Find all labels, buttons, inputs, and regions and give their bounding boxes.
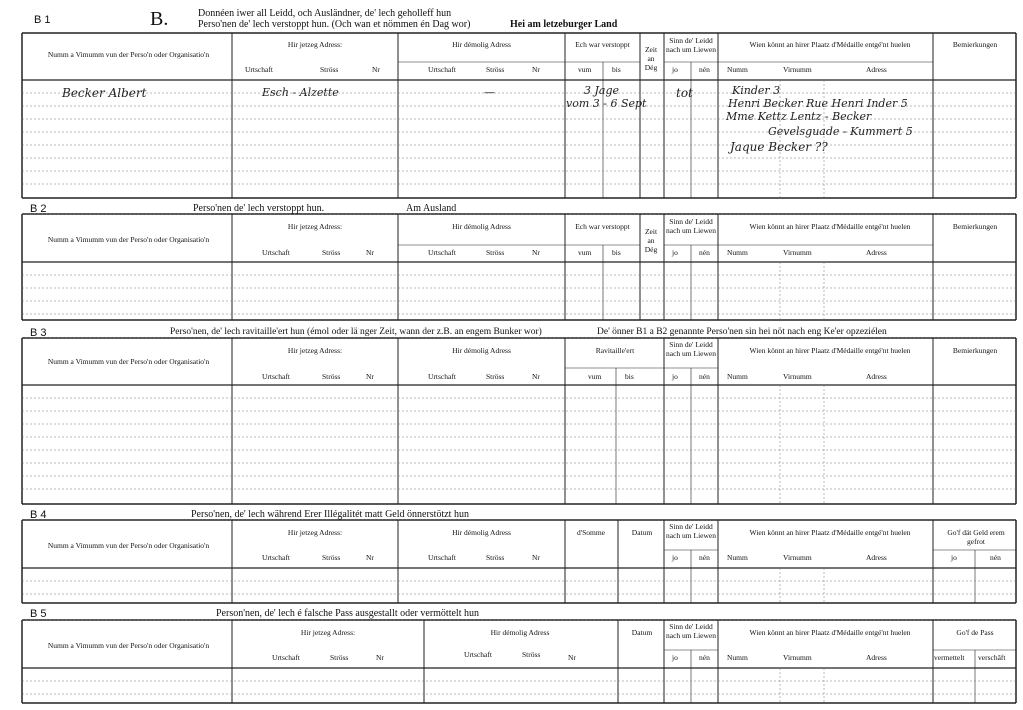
section-b2-id: B 2	[30, 203, 47, 215]
b1-entry-hidden-period: vom 3 - 6 Sept	[566, 97, 647, 110]
b2-sub-to: bis	[612, 248, 621, 257]
b5-sub-yes: jo	[672, 653, 678, 662]
b4-sub-nr-former: Nr	[532, 553, 540, 562]
b1-sub-no: nén	[699, 65, 710, 74]
b5-sub-nr-current: Nr	[376, 653, 384, 662]
section-b2-title: Perso'nen de' lech verstoppt hun.	[193, 203, 325, 214]
b2-col-remarks: Bemierkungen	[952, 222, 998, 231]
section-b1-id: B 1	[34, 14, 51, 26]
b5-sub-no: nén	[699, 653, 710, 662]
b5-col-current: Hir jetzeg Adress:	[300, 628, 356, 637]
b2-col-name: Numm a Vimumm vun der Perso'n oder Organisatio'n	[47, 235, 210, 244]
b4-col-alive: Sinn de' Leidd nach um Liewen	[666, 522, 716, 540]
section-b2-region: Am Ausland	[406, 203, 457, 214]
b1-sub-nr-current: Nr	[372, 65, 380, 74]
section-b3-id: B 3	[30, 327, 47, 339]
b3-col-supplied: Ravitaille'ert	[595, 346, 635, 355]
b1-sub-address: Adress	[866, 65, 887, 74]
section-b1-title-2: Perso'nen de' lech verstoppt hun. (Och wan et nömmen én Dag wor)	[198, 19, 471, 30]
b4-sub-yes: jo	[672, 553, 678, 562]
b2-col-hidden: Ech war verstoppt	[575, 222, 630, 231]
b5-sub-name: Numm	[727, 653, 748, 662]
b4-sub-street-former: Ströss	[486, 553, 505, 562]
b1-entry-medal-1: Kinder 3	[732, 84, 781, 97]
b4-col-money: Go'f dät Geld erem gefrot	[947, 528, 1005, 546]
b2-sub-street-former: Ströss	[486, 248, 505, 257]
b1-entry-name: Becker Albert	[62, 86, 147, 100]
b2-col-former: Hir démolig Adress	[452, 222, 511, 231]
b3-col-medal: Wien könnt an hirer Plaatz d'Médaille entgé'nt huelen	[749, 346, 911, 355]
b4-col-medal: Wien könnt an hirer Plaatz d'Médaille entgé'nt huelen	[749, 528, 911, 537]
b2-sub-place-former: Urtschaft	[428, 248, 456, 257]
b5-sub-street-current: Ströss	[330, 653, 349, 662]
b4-col-date: Datum	[631, 528, 653, 537]
b2-sub-address: Adress	[866, 248, 887, 257]
b3-sub-place-current: Urtschaft	[262, 372, 290, 381]
section-b5-id: B 5	[30, 608, 47, 620]
b1-sub-nr-former: Nr	[532, 65, 540, 74]
b1-entry-medal-2: Henri Becker Rue Henri Inder 5	[728, 97, 908, 110]
b2-sub-nr-former: Nr	[532, 248, 540, 257]
b1-col-remarks: Bemierkungen	[952, 40, 998, 49]
b5-sub-address: Adress	[866, 653, 887, 662]
b2-sub-nr-current: Nr	[366, 248, 374, 257]
b5-col-medal: Wien könnt an hirer Plaatz d'Médaille entgé'nt huelen	[749, 628, 911, 637]
section-b1-letter: B.	[150, 8, 169, 30]
b3-col-current: Hir jetzeg Adress:	[287, 346, 343, 355]
b2-col-medal: Wien könnt an hirer Plaatz d'Médaille entgé'nt huelen	[749, 222, 911, 231]
b5-sub-mediated: vermettelt	[934, 653, 965, 662]
b1-col-alive: Sinn de' Leidd nach um Liewen	[666, 36, 716, 54]
section-b1-region: Hei am letzeburger Land	[510, 19, 618, 30]
b4-sub-nr-current: Nr	[366, 553, 374, 562]
section-b1-title-1: Donnéen iwer all Leidd, och Ausländner, de' lech geholleff hun	[198, 8, 452, 19]
b1-entry-medal-3: Mme Kettz Lentz - Becker	[726, 110, 872, 123]
b3-sub-nr-former: Nr	[532, 372, 540, 381]
b1-entry-hidden-days: 3 Jage	[584, 84, 620, 97]
b2-sub-first: Virnumm	[783, 248, 812, 257]
b4-sub-no-money: nén	[990, 553, 1001, 562]
b5-sub-nr-former: Nr	[568, 653, 576, 662]
b2-sub-from: vum	[578, 248, 592, 257]
section-b5-title: Person'nen, de' lech é falsche Pass ausgestallt oder vermöttelt hun	[216, 608, 479, 619]
b1-col-hidden: Ech war verstoppt	[575, 40, 630, 49]
b2-sub-place-current: Urtschaft	[262, 248, 290, 257]
b3-col-name: Numm a Vimumm vun der Perso'n oder Organisatio'n	[47, 357, 210, 366]
section-b3-title: Perso'nen, de' lech ravitaille'ert hun (émol oder lä nger Zeit, wann der z.B. an engem Bunker wor)	[170, 327, 542, 337]
b1-col-time: Zeit an Dég	[644, 45, 658, 72]
b1-sub-to: bis	[612, 65, 621, 74]
b3-sub-address: Adress	[866, 372, 887, 381]
b1-sub-first: Virnumm	[783, 65, 812, 74]
b1-entry-former: —	[484, 86, 495, 99]
b3-sub-nr-current: Nr	[366, 372, 374, 381]
b5-col-former: Hir démolig Adress	[490, 628, 550, 637]
b4-sub-address: Adress	[866, 553, 887, 562]
b4-sub-yes-money: jo	[951, 553, 957, 562]
b4-col-former: Hir démolig Adress	[452, 528, 511, 537]
b3-col-alive: Sinn de' Leidd nach um Liewen	[666, 340, 716, 358]
b2-col-alive: Sinn de' Leidd nach um Liewen	[666, 217, 716, 235]
b4-col-current: Hir jetzeg Adress:	[287, 528, 343, 537]
b3-col-remarks: Bemierkungen	[952, 346, 998, 355]
b1-sub-from: vum	[578, 65, 592, 74]
b4-sub-name: Numm	[727, 553, 748, 562]
b3-sub-place-former: Urtschaft	[428, 372, 456, 381]
b3-col-former: Hir démolig Adress	[452, 346, 511, 355]
b4-sub-street-current: Ströss	[322, 553, 341, 562]
b1-sub-name: Numm	[727, 65, 748, 74]
b2-sub-street-current: Ströss	[322, 248, 341, 257]
b3-sub-name: Numm	[727, 372, 748, 381]
b1-sub-street-current: Ströss	[320, 65, 339, 74]
b1-col-medal: Wien könnt an hirer Plaatz d'Médaille entgé'nt huelen	[749, 40, 911, 49]
b1-col-name: Numm a Vimumm vun der Perso'n oder Organisatio'n	[47, 50, 210, 59]
b2-sub-name: Numm	[727, 248, 748, 257]
b5-sub-place-former: Urtschaft	[464, 650, 492, 659]
b4-sub-place-former: Urtschaft	[428, 553, 456, 562]
b1-sub-yes: jo	[672, 65, 678, 74]
b4-col-sum: d'Somme	[576, 528, 606, 537]
b5-sub-place-current: Urtschaft	[272, 653, 300, 662]
b1-sub-place-former: Urtschaft	[428, 65, 456, 74]
b1-entry-alive: tot	[676, 86, 693, 100]
section-b4-title: Perso'nen, de' lech während Erer Illégalitét matt Geld önnerstötzt hun	[191, 509, 469, 520]
b3-sub-first: Virnumm	[783, 372, 812, 381]
b2-col-time: Zeit an Dég	[644, 227, 658, 254]
b2-sub-no: nén	[699, 248, 710, 257]
b1-entry-medal-5: Jaque Becker ??	[730, 140, 828, 154]
b2-col-current: Hir jetzeg Adress:	[287, 222, 343, 231]
b1-entry-medal-4: Gevelsguade - Kummert 5	[768, 125, 913, 138]
b1-col-current: Hir jetzeg Adress:	[287, 40, 343, 49]
b1-entry-current-place: Esch - Alzette	[262, 86, 339, 99]
b5-col-pass: Go'f de Pass	[956, 628, 994, 637]
b3-sub-from: vum	[588, 372, 602, 381]
b5-col-alive: Sinn de' Leidd nach um Liewen	[666, 622, 716, 640]
b5-sub-first: Virnumm	[783, 653, 812, 662]
b4-col-name: Numm a Vimumm vun der Perso'n oder Organisatio'n	[47, 541, 210, 550]
b4-sub-place-current: Urtschaft	[262, 553, 290, 562]
b3-sub-no: nén	[699, 372, 710, 381]
b2-sub-yes: jo	[672, 248, 678, 257]
b5-col-name: Numm a Vimumm vun der Perso'n oder Organisatio'n	[47, 641, 210, 650]
b4-sub-no: nén	[699, 553, 710, 562]
b1-sub-place-current: Urtschaft	[245, 65, 273, 74]
section-b3-note: De' önner B1 a B2 genannte Perso'nen sin hei nöt nach eng Ke'er opzeziélen	[597, 327, 887, 337]
b5-sub-issued: verschâft	[978, 653, 1006, 662]
b3-sub-to: bis	[625, 372, 634, 381]
b4-sub-first: Virnumm	[783, 553, 812, 562]
b5-col-date: Datum	[631, 628, 653, 637]
b5-sub-street-former: Ströss	[522, 650, 541, 659]
b1-col-former: Hir démolig Adress	[452, 40, 511, 49]
b1-sub-street-former: Ströss	[486, 65, 505, 74]
b3-sub-street-former: Ströss	[486, 372, 505, 381]
b3-sub-street-current: Ströss	[322, 372, 341, 381]
b3-sub-yes: jo	[672, 372, 678, 381]
section-b4-id: B 4	[30, 509, 47, 521]
